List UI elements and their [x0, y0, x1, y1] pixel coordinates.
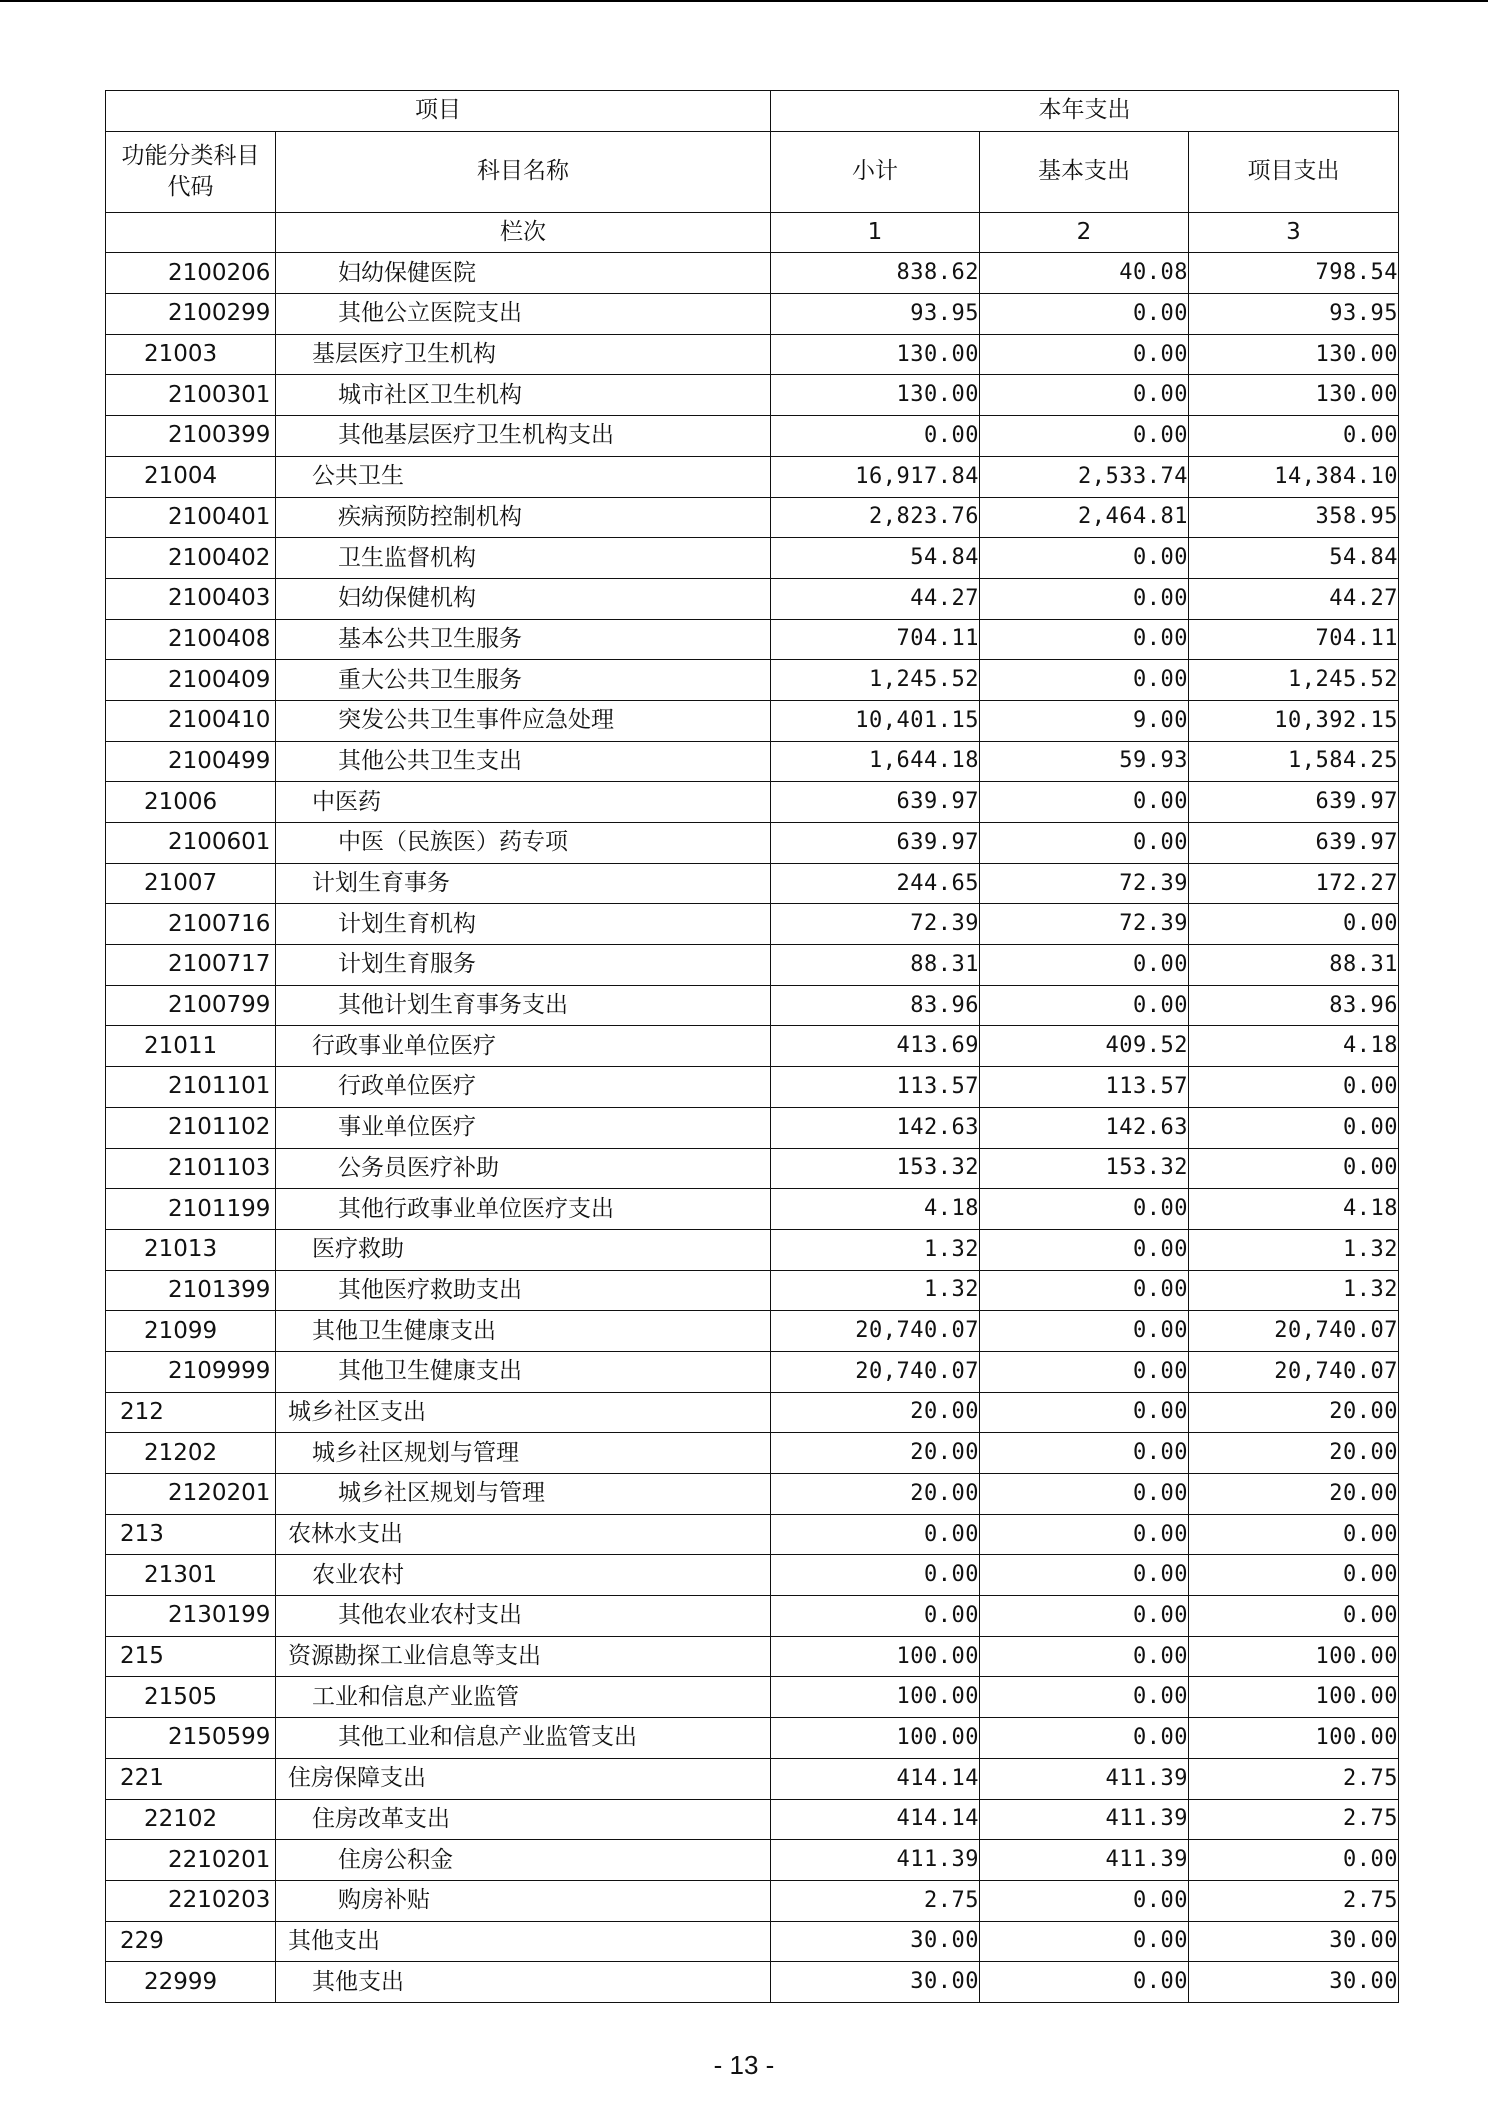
table-row [106, 782, 1399, 823]
row-basic: 0.00 [980, 294, 1189, 335]
row-name: 其他行政事业单位医疗支出 [276, 1189, 771, 1230]
row-code: 213 [106, 1514, 276, 1555]
table-row [106, 985, 1399, 1026]
row-name: 城乡社区规划与管理 [276, 1433, 771, 1474]
row-basic: 0.00 [980, 1962, 1189, 2003]
row-project: 0.00 [1189, 1555, 1399, 1596]
expenditure-table [105, 90, 1399, 2003]
row-subtotal: 1,245.52 [771, 660, 980, 701]
table-row [106, 1433, 1399, 1474]
row-basic: 411.39 [980, 1840, 1189, 1881]
table-row [106, 1067, 1399, 1108]
row-basic: 0.00 [980, 1189, 1189, 1230]
row-basic: 2,533.74 [980, 456, 1189, 497]
row-code: 21011 [106, 1026, 276, 1067]
row-basic: 153.32 [980, 1148, 1189, 1189]
row-basic: 0.00 [980, 782, 1189, 823]
table-row [106, 1148, 1399, 1189]
row-name: 其他计划生育事务支出 [276, 985, 771, 1026]
header-code-column [106, 131, 276, 212]
row-name: 住房改革支出 [276, 1799, 771, 1840]
row-basic: 0.00 [980, 660, 1189, 701]
row-project: 704.11 [1189, 619, 1399, 660]
row-subtotal: 244.65 [771, 863, 980, 904]
row-project: 639.97 [1189, 823, 1399, 864]
row-project: 2.75 [1189, 1799, 1399, 1840]
row-subtotal: 20.00 [771, 1392, 980, 1433]
row-name: 工业和信息产业监管 [276, 1677, 771, 1718]
row-basic: 0.00 [980, 1636, 1189, 1677]
row-name: 计划生育机构 [276, 904, 771, 945]
row-project: 4.18 [1189, 1026, 1399, 1067]
row-basic: 0.00 [980, 1718, 1189, 1759]
row-name: 事业单位医疗 [276, 1107, 771, 1148]
row-subtotal: 16,917.84 [771, 456, 980, 497]
row-code: 2130199 [106, 1596, 276, 1637]
row-code: 2100301 [106, 375, 276, 416]
header-project: 项目 [106, 91, 771, 132]
row-basic: 0.00 [980, 945, 1189, 986]
row-project: 83.96 [1189, 985, 1399, 1026]
header-basic-column: 基本支出 [980, 131, 1189, 212]
table-row [106, 1229, 1399, 1270]
header-col-2: 2 [980, 212, 1189, 253]
row-subtotal: 704.11 [771, 619, 980, 660]
row-name: 重大公共卫生服务 [276, 660, 771, 701]
row-name: 其他卫生健康支出 [276, 1311, 771, 1352]
row-code: 2100299 [106, 294, 276, 335]
row-name: 城市社区卫生机构 [276, 375, 771, 416]
row-basic: 142.63 [980, 1107, 1189, 1148]
row-code: 2100401 [106, 497, 276, 538]
table-row [106, 334, 1399, 375]
row-code: 2100716 [106, 904, 276, 945]
row-name: 公务员医疗补助 [276, 1148, 771, 1189]
row-basic: 0.00 [980, 619, 1189, 660]
table-body [106, 253, 1399, 2003]
row-project: 100.00 [1189, 1718, 1399, 1759]
header-col-1: 1 [771, 212, 980, 253]
row-subtotal: 411.39 [771, 1840, 980, 1881]
row-subtotal: 639.97 [771, 823, 980, 864]
row-name: 资源勘探工业信息等支出 [276, 1636, 771, 1677]
row-project: 88.31 [1189, 945, 1399, 986]
row-project: 172.27 [1189, 863, 1399, 904]
row-project: 30.00 [1189, 1962, 1399, 2003]
header-col-3: 3 [1189, 212, 1399, 253]
row-subtotal: 20,740.07 [771, 1351, 980, 1392]
row-name: 其他医疗救助支出 [276, 1270, 771, 1311]
row-subtotal: 93.95 [771, 294, 980, 335]
row-basic: 59.93 [980, 741, 1189, 782]
row-name: 基本公共卫生服务 [276, 619, 771, 660]
row-code: 2100399 [106, 416, 276, 457]
row-project: 2.75 [1189, 1880, 1399, 1921]
row-code: 2100409 [106, 660, 276, 701]
table-row [106, 253, 1399, 294]
row-basic: 0.00 [980, 1880, 1189, 1921]
row-name: 其他农业农村支出 [276, 1596, 771, 1637]
row-code: 229 [106, 1921, 276, 1962]
row-subtotal: 413.69 [771, 1026, 980, 1067]
row-name: 其他支出 [276, 1962, 771, 2003]
row-subtotal: 153.32 [771, 1148, 980, 1189]
row-basic: 0.00 [980, 1433, 1189, 1474]
row-code: 21013 [106, 1229, 276, 1270]
row-basic: 0.00 [980, 1311, 1189, 1352]
row-subtotal: 113.57 [771, 1067, 980, 1108]
row-subtotal: 0.00 [771, 1596, 980, 1637]
table-row [106, 1107, 1399, 1148]
row-code: 21003 [106, 334, 276, 375]
row-subtotal: 44.27 [771, 578, 980, 619]
header-project-column: 项目支出 [1189, 131, 1399, 212]
row-code: 2100206 [106, 253, 276, 294]
row-subtotal: 20,740.07 [771, 1311, 980, 1352]
row-name: 中医药 [276, 782, 771, 823]
table-row [106, 700, 1399, 741]
table-row [106, 1189, 1399, 1230]
row-basic: 9.00 [980, 700, 1189, 741]
row-subtotal: 2,823.76 [771, 497, 980, 538]
row-code: 2100717 [106, 945, 276, 986]
row-basic: 0.00 [980, 578, 1189, 619]
row-subtotal: 100.00 [771, 1677, 980, 1718]
row-basic: 0.00 [980, 375, 1189, 416]
row-code: 2101199 [106, 1189, 276, 1230]
row-project: 100.00 [1189, 1636, 1399, 1677]
header-row-numbers [106, 212, 1399, 253]
header-row-columns [106, 131, 1399, 212]
row-name: 医疗救助 [276, 1229, 771, 1270]
row-code: 21004 [106, 456, 276, 497]
row-subtotal: 2.75 [771, 1880, 980, 1921]
row-basic: 40.08 [980, 253, 1189, 294]
row-project: 20.00 [1189, 1392, 1399, 1433]
row-code: 2101102 [106, 1107, 276, 1148]
row-project: 2.75 [1189, 1758, 1399, 1799]
row-subtotal: 10,401.15 [771, 700, 980, 741]
table-row [106, 456, 1399, 497]
row-code: 2150599 [106, 1718, 276, 1759]
row-name: 城乡社区规划与管理 [276, 1474, 771, 1515]
row-name: 基层医疗卫生机构 [276, 334, 771, 375]
table-row [106, 1555, 1399, 1596]
row-subtotal: 83.96 [771, 985, 980, 1026]
table-row [106, 863, 1399, 904]
row-basic: 0.00 [980, 1229, 1189, 1270]
row-name: 购房补贴 [276, 1880, 771, 1921]
row-basic: 0.00 [980, 1677, 1189, 1718]
row-basic: 0.00 [980, 1514, 1189, 1555]
row-project: 10,392.15 [1189, 700, 1399, 741]
row-code: 2210203 [106, 1880, 276, 1921]
row-subtotal: 414.14 [771, 1799, 980, 1840]
row-code: 2100410 [106, 700, 276, 741]
page-number: - 13 - [713, 2050, 775, 2080]
table-row [106, 1962, 1399, 2003]
row-code: 21099 [106, 1311, 276, 1352]
row-subtotal: 30.00 [771, 1921, 980, 1962]
row-basic: 411.39 [980, 1758, 1189, 1799]
row-project: 0.00 [1189, 1067, 1399, 1108]
row-project: 0.00 [1189, 904, 1399, 945]
row-project: 54.84 [1189, 538, 1399, 579]
row-basic: 0.00 [980, 416, 1189, 457]
row-project: 20.00 [1189, 1474, 1399, 1515]
row-subtotal: 72.39 [771, 904, 980, 945]
table-row [106, 1677, 1399, 1718]
row-project: 0.00 [1189, 1596, 1399, 1637]
row-name: 计划生育事务 [276, 863, 771, 904]
row-name: 农林水支出 [276, 1514, 771, 1555]
row-project: 44.27 [1189, 578, 1399, 619]
row-code: 2120201 [106, 1474, 276, 1515]
row-project: 20,740.07 [1189, 1351, 1399, 1392]
row-basic: 0.00 [980, 1351, 1189, 1392]
table-row [106, 1514, 1399, 1555]
row-basic: 0.00 [980, 985, 1189, 1026]
row-name: 行政事业单位医疗 [276, 1026, 771, 1067]
row-project: 1.32 [1189, 1229, 1399, 1270]
table-row [106, 1474, 1399, 1515]
table-row [106, 741, 1399, 782]
table-row [106, 945, 1399, 986]
row-code: 2109999 [106, 1351, 276, 1392]
row-subtotal: 414.14 [771, 1758, 980, 1799]
row-project: 130.00 [1189, 334, 1399, 375]
row-subtotal: 130.00 [771, 334, 980, 375]
row-subtotal: 1,644.18 [771, 741, 980, 782]
row-project: 0.00 [1189, 1148, 1399, 1189]
row-name: 其他公立医院支出 [276, 294, 771, 335]
row-subtotal: 100.00 [771, 1718, 980, 1759]
row-name: 中医（民族医）药专项 [276, 823, 771, 864]
table-row [106, 660, 1399, 701]
row-name: 城乡社区支出 [276, 1392, 771, 1433]
row-name: 公共卫生 [276, 456, 771, 497]
table-row [106, 497, 1399, 538]
row-basic: 0.00 [980, 334, 1189, 375]
row-project: 20.00 [1189, 1433, 1399, 1474]
table-row [106, 1799, 1399, 1840]
table-row [106, 1596, 1399, 1637]
table-row [106, 578, 1399, 619]
row-name: 妇幼保健医院 [276, 253, 771, 294]
row-basic: 0.00 [980, 1921, 1189, 1962]
row-code: 21006 [106, 782, 276, 823]
table-row [106, 1311, 1399, 1352]
table-row [106, 294, 1399, 335]
row-code: 21007 [106, 863, 276, 904]
row-project: 93.95 [1189, 294, 1399, 335]
row-name: 住房保障支出 [276, 1758, 771, 1799]
row-name: 疾病预防控制机构 [276, 497, 771, 538]
row-code: 2101399 [106, 1270, 276, 1311]
row-name: 卫生监督机构 [276, 538, 771, 579]
table-row [106, 1718, 1399, 1759]
page-top-rule [0, 0, 1488, 2]
row-subtotal: 88.31 [771, 945, 980, 986]
row-code: 2100499 [106, 741, 276, 782]
row-project: 100.00 [1189, 1677, 1399, 1718]
row-basic: 0.00 [980, 1596, 1189, 1637]
row-subtotal: 1.32 [771, 1270, 980, 1311]
row-code: 212 [106, 1392, 276, 1433]
table-row [106, 1636, 1399, 1677]
row-subtotal: 100.00 [771, 1636, 980, 1677]
row-basic: 0.00 [980, 1474, 1189, 1515]
row-subtotal: 54.84 [771, 538, 980, 579]
row-project: 30.00 [1189, 1921, 1399, 1962]
row-name: 其他工业和信息产业监管支出 [276, 1718, 771, 1759]
header-subtotal-column: 小计 [771, 131, 980, 212]
row-project: 0.00 [1189, 1514, 1399, 1555]
row-code: 2101103 [106, 1148, 276, 1189]
table-row [106, 1026, 1399, 1067]
row-code: 2100402 [106, 538, 276, 579]
row-name: 妇幼保健机构 [276, 578, 771, 619]
row-basic: 0.00 [980, 538, 1189, 579]
row-subtotal: 639.97 [771, 782, 980, 823]
header-name-column: 科目名称 [276, 131, 771, 212]
header-code-line2: 代码 [167, 173, 214, 200]
header-row-group [106, 91, 1399, 132]
row-basic: 113.57 [980, 1067, 1189, 1108]
row-subtotal: 20.00 [771, 1474, 980, 1515]
header-row-no-label: 栏次 [276, 212, 771, 253]
row-subtotal: 1.32 [771, 1229, 980, 1270]
row-code: 21505 [106, 1677, 276, 1718]
table-row [106, 1880, 1399, 1921]
row-project: 1,245.52 [1189, 660, 1399, 701]
table-row [106, 1351, 1399, 1392]
row-code: 2100799 [106, 985, 276, 1026]
row-subtotal: 30.00 [771, 1962, 980, 2003]
table-row [106, 1270, 1399, 1311]
table-row [106, 1921, 1399, 1962]
row-subtotal: 130.00 [771, 375, 980, 416]
row-subtotal: 4.18 [771, 1189, 980, 1230]
row-subtotal: 142.63 [771, 1107, 980, 1148]
row-project: 1.32 [1189, 1270, 1399, 1311]
row-basic: 0.00 [980, 1392, 1189, 1433]
row-code: 22999 [106, 1962, 276, 2003]
row-subtotal: 838.62 [771, 253, 980, 294]
row-subtotal: 0.00 [771, 1514, 980, 1555]
row-name: 行政单位医疗 [276, 1067, 771, 1108]
table-row [106, 619, 1399, 660]
row-project: 1,584.25 [1189, 741, 1399, 782]
row-project: 0.00 [1189, 1107, 1399, 1148]
row-basic: 411.39 [980, 1799, 1189, 1840]
table-row [106, 1758, 1399, 1799]
row-name: 其他基层医疗卫生机构支出 [276, 416, 771, 457]
table-row [106, 416, 1399, 457]
header-row-no-empty [106, 212, 276, 253]
row-project: 358.95 [1189, 497, 1399, 538]
row-project: 0.00 [1189, 416, 1399, 457]
row-basic: 0.00 [980, 1270, 1189, 1311]
row-basic: 72.39 [980, 904, 1189, 945]
row-name: 其他卫生健康支出 [276, 1351, 771, 1392]
row-basic: 409.52 [980, 1026, 1189, 1067]
row-name: 计划生育服务 [276, 945, 771, 986]
table-row [106, 1840, 1399, 1881]
row-subtotal: 0.00 [771, 1555, 980, 1596]
row-subtotal: 0.00 [771, 416, 980, 457]
row-code: 2101101 [106, 1067, 276, 1108]
row-project: 4.18 [1189, 1189, 1399, 1230]
row-code: 2100408 [106, 619, 276, 660]
row-code: 2210201 [106, 1840, 276, 1881]
row-name: 突发公共卫生事件应急处理 [276, 700, 771, 741]
header-code-line1: 功能分类科目 [121, 142, 260, 169]
row-project: 20,740.07 [1189, 1311, 1399, 1352]
row-basic: 0.00 [980, 823, 1189, 864]
table-row [106, 538, 1399, 579]
header-current-year-expenditure: 本年支出 [771, 91, 1399, 132]
row-code: 21301 [106, 1555, 276, 1596]
row-name: 住房公积金 [276, 1840, 771, 1881]
row-code: 22102 [106, 1799, 276, 1840]
table-row [106, 823, 1399, 864]
row-basic: 72.39 [980, 863, 1189, 904]
row-name: 其他支出 [276, 1921, 771, 1962]
row-project: 639.97 [1189, 782, 1399, 823]
row-project: 14,384.10 [1189, 456, 1399, 497]
table-row [106, 904, 1399, 945]
row-basic: 2,464.81 [980, 497, 1189, 538]
row-code: 2100601 [106, 823, 276, 864]
row-basic: 0.00 [980, 1555, 1189, 1596]
row-project: 130.00 [1189, 375, 1399, 416]
row-code: 221 [106, 1758, 276, 1799]
row-code: 21202 [106, 1433, 276, 1474]
row-name: 其他公共卫生支出 [276, 741, 771, 782]
row-code: 2100403 [106, 578, 276, 619]
row-code: 215 [106, 1636, 276, 1677]
row-subtotal: 20.00 [771, 1433, 980, 1474]
table-row [106, 1392, 1399, 1433]
table-row [106, 375, 1399, 416]
row-project: 0.00 [1189, 1840, 1399, 1881]
row-project: 798.54 [1189, 253, 1399, 294]
row-name: 农业农村 [276, 1555, 771, 1596]
